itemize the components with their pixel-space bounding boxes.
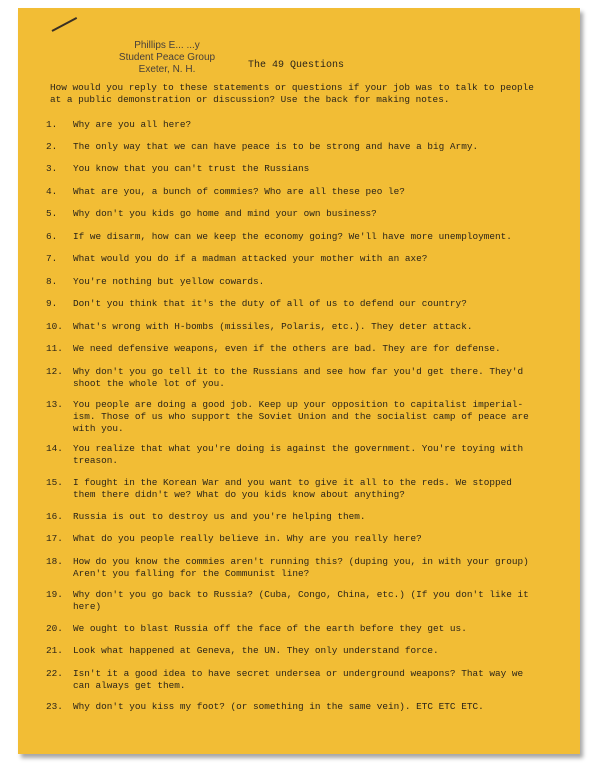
question-text: We need defensive weapons, even if the others are bad. They are for defense. (73, 343, 501, 354)
question-number: 23. (46, 701, 63, 712)
question-number: 20. (46, 623, 63, 634)
stamp-line-3: Exeter, N. H. (138, 64, 196, 75)
question-number: 22. (46, 668, 63, 679)
question-text: Why don't you go tell it to the Russians and see how far you'd get there. They'd shoot the whole lot of you. (73, 366, 524, 389)
question-number: 11. (46, 343, 63, 354)
question-text: If we disarm, how can we keep the economy going? We'll have more unemployment. (73, 231, 512, 242)
question-text: You're nothing but yellow cowards. (73, 276, 265, 287)
question-text: Why are you all here? (73, 119, 192, 130)
stamp (112, 40, 222, 76)
question-text: Why don't you go back to Russia? (Cuba, Congo, China, etc.) (If you don't like it here) (73, 589, 529, 612)
question-number: 8. (46, 276, 58, 287)
stamp-line-2: Student Peace Group (118, 52, 216, 63)
question-number: 17. (46, 533, 63, 544)
question-number: 13. (46, 399, 63, 410)
question-text: What would you do if a madman attacked your mother with an axe? (73, 253, 428, 264)
question-text: Don't you think that it's the duty of all of us to defend our country? (73, 298, 467, 309)
question-number: 4. (46, 186, 58, 197)
intro-text: How would you reply to these statements or questions if your job was to talk to people at a public demonstration or discussion? Use the back for making notes. (50, 82, 534, 105)
question-text: What's wrong with H-bombs (missiles, Polaris, etc.). They deter attack. (73, 321, 473, 332)
question-number: 9. (46, 298, 58, 309)
question-number: 16. (46, 511, 63, 522)
question-text: We ought to blast Russia off the face of the earth before they get us. (73, 623, 467, 634)
stamp-line-1: Phillips E... ...y (134, 40, 200, 51)
question-number: 3. (46, 163, 58, 174)
question-number: 2. (46, 141, 58, 152)
question-number: 10. (46, 321, 63, 332)
question-text: You people are doing a good job. Keep up your opposition to capitalist imperial- ism. Those of us who support the Soviet Union and the socialist camp of peace are with you. (73, 399, 529, 434)
question-number: 7. (46, 253, 58, 264)
page-title: The 49 Questions (248, 60, 345, 71)
question-number: 14. (46, 443, 63, 454)
question-number: 21. (46, 645, 63, 656)
question-number: 12. (46, 366, 63, 377)
question-number: 1. (46, 119, 58, 130)
question-number: 5. (46, 208, 58, 219)
question-text: I fought in the Korean War and you want to give it all to the reds. We stopped them there didn't we? What do you kids know about anything? (73, 477, 512, 500)
question-text: How do you know the commies aren't running this? (duping you, in with your group) Aren't you falling for the Communist line? (73, 556, 529, 579)
question-number: 18. (46, 556, 63, 567)
question-text: You know that you can't trust the Russians (73, 163, 310, 174)
question-text: You realize that what you're doing is against the government. You're toying with treason. (73, 443, 524, 466)
question-number: 6. (46, 231, 58, 242)
question-text: What do you people really believe in. Why are you really here? (73, 533, 422, 544)
question-text: The only way that we can have peace is to be strong and have a big Army. (73, 141, 479, 152)
question-text: Look what happened at Geneva, the UN. They only understand force. (73, 645, 439, 656)
question-number: 19. (46, 589, 63, 600)
question-text: Russia is out to destroy us and you're helping them. (73, 511, 366, 522)
question-number: 15. (46, 477, 63, 488)
question-text: What are you, a bunch of commies? Who are all these peo le? (73, 186, 405, 197)
question-text: Why don't you kids go home and mind your own business? (73, 208, 377, 219)
question-text: Why don't you kiss my foot? (or something in the same vein). ETC ETC ETC. (73, 701, 484, 712)
question-text: Isn't it a good idea to have secret undersea or underground weapons? That way we can always get them. (73, 668, 524, 691)
